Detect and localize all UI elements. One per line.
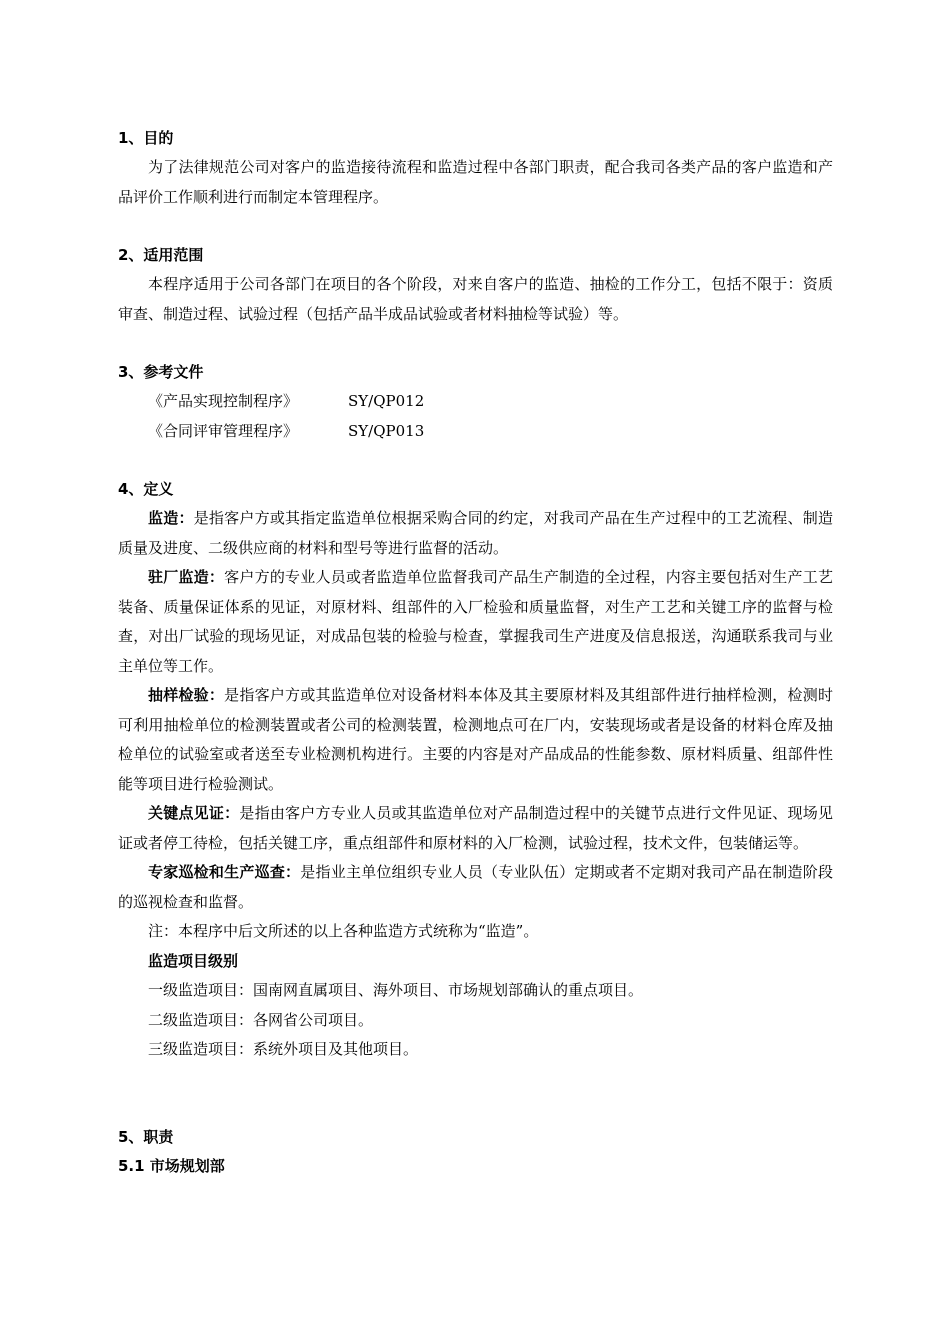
section-2-heading: 2、适用范围 bbox=[118, 246, 204, 264]
reference-item bbox=[118, 387, 833, 417]
section-5-heading: 5、职责 bbox=[118, 1127, 174, 1146]
definition-item bbox=[118, 563, 833, 681]
definition-term: 专家巡检和生产巡查： bbox=[148, 863, 301, 881]
definition-term: 驻厂监造： bbox=[148, 568, 225, 586]
level-item: 二级监造项目：各网省公司项目。 bbox=[148, 1010, 374, 1029]
definition-item bbox=[118, 858, 833, 917]
reference-code: SY/QP012 bbox=[348, 392, 425, 410]
reference-item bbox=[118, 417, 833, 447]
section-5-1-heading: 5.1 市场规划部 bbox=[118, 1156, 225, 1175]
section-1-body: 为了法律规范公司对客户的监造接待流程和监造过程中各部门职责，配合我司各类产品的客户监造和产品评价工作顺利进行而制定本管理程序。 bbox=[118, 158, 833, 206]
reference-code: SY/QP013 bbox=[348, 421, 425, 440]
reference-title: 《合同评审管理程序》 bbox=[148, 421, 299, 440]
definition-term: 关键点见证： bbox=[148, 804, 240, 822]
definition-note: 注：本程序中后文所述的以上各种监造方式统称为“监造”。 bbox=[148, 922, 539, 940]
level-item: 三级监造项目：系统外项目及其他项目。 bbox=[148, 1040, 419, 1058]
section-1-heading: 1、目的 bbox=[118, 129, 174, 147]
definition-text: 客户方的专业人员或者监造单位监督我司产品生产制造的全过程，内容主要包括对生产工艺装备、质量保证体系的见证，对原材料、组部件的入厂检验和质量监督，对生产工艺和关键工序的监督与检查，对出厂试验的现场见证，对成品包装的检验与检查，掌握我司生产进度及信息报送，沟通联系我司与业主单位等工作。 bbox=[118, 568, 833, 675]
reference-title: 《产品实现控制程序》 bbox=[148, 392, 299, 410]
definition-text: 是指由客户方专业人员或其监造单位对产品制造过程中的关键节点进行文件见证、现场见证或者停工待检，包括关键工序，重点组部件和原材料的入厂检测，试验过程，技术文件，包装储运等。 bbox=[118, 804, 833, 852]
section-3-heading: 3、参考文件 bbox=[118, 363, 204, 381]
definition-text: 是指客户方或其指定监造单位根据采购合同的约定，对我司产品在生产过程中的工艺流程、制造质量及进度、二级供应商的材料和型号等进行监督的活动。 bbox=[118, 509, 833, 557]
definition-text: 是指业主单位组织专业人员（专业队伍）定期或者不定期对我司产品在制造阶段的巡视检查和监督。 bbox=[118, 863, 833, 911]
section-4-heading: 4、定义 bbox=[118, 480, 174, 498]
definition-text: 是指客户方或其监造单位对设备材料本体及其主要原材料及其组部件进行抽样检测，检测时可利用抽检单位的检测装置或者公司的检测装置，检测地点可在厂内，安装现场或者是设备的材料仓库及抽检单位的试验室或者送至专业检测机构进行。主要的内容是对产品成品的性能参数、原材料质量、组部件性能等项目进行检验测试。 bbox=[118, 686, 833, 793]
definition-item bbox=[118, 799, 833, 858]
definition-item bbox=[118, 681, 833, 799]
section-2-body: 本程序适用于公司各部门在项目的各个阶段，对来自客户的监造、抽检的工作分工，包括不限于：资质审查、制造过程、试验过程（包括产品半成品试验或者材料抽检等试验）等。 bbox=[118, 275, 833, 323]
document-page bbox=[118, 124, 833, 1181]
definition-item bbox=[118, 504, 833, 563]
definition-term: 抽样检验： bbox=[148, 686, 225, 704]
levels-heading: 监造项目级别 bbox=[148, 951, 239, 970]
definition-term: 监造： bbox=[148, 509, 194, 527]
level-item: 一级监造项目：国南网直属项目、海外项目、市场规划部确认的重点项目。 bbox=[148, 981, 644, 999]
